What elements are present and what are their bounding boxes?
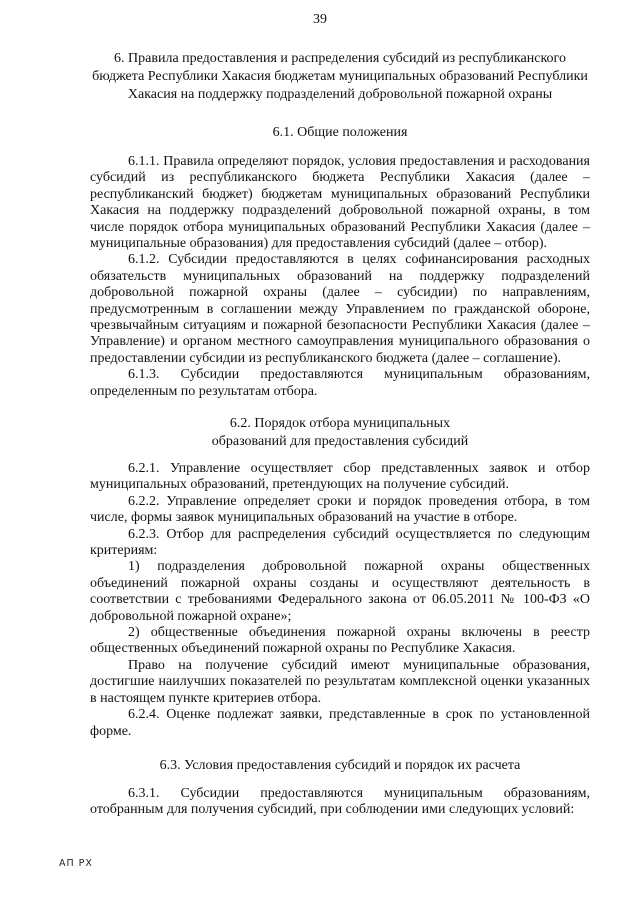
paragraph-6-2-1: 6.2.1. Управление осуществляет сбор представленных заявок и отбор муниципальных образований, претендующих на получение субсидий. xyxy=(90,461,590,493)
paragraph-6-1-2: 6.1.2. Субсидии предоставляются в целях софинансирования расходных обязательств муниципальных образований на поддержку подразделений добровольной пожарной охраны (далее – субсидии) по направлениям, предусмотренным в соглашении между Управлением по гражданской обороне, чрезвычайным ситуациям и пожарной безопасности Республики Хакасия (далее – Управление) и органом местного самоуправления муниципального образования о предоставлении субсидии из республиканского бюджета (далее – соглашение). xyxy=(90,252,590,366)
paragraph-6-1-1: 6.1.1. Правила определяют порядок, условия предоставления и расходования субсидий из республиканского бюджета Республики Хакасия (далее – республиканский бюджет) бюджетам муниципальных образований Республики Хакасия на поддержку подразделений добровольной пожарной охраны, в том числе порядок отбора муниципальных образований Республики Хакасия (далее – муниципальные образования) для предоставления субсидий (далее – отбор). xyxy=(90,154,590,252)
subsection-body-6-3 xyxy=(90,786,590,819)
subsection-heading-6-2-line2: образований для предоставления субсидий xyxy=(211,434,469,449)
subsection-heading-6-2-line1: 6.2. Порядок отбора муниципальных xyxy=(229,416,451,431)
subsection-heading-6-2 xyxy=(90,415,590,451)
subsection-heading-6-3: 6.3. Условия предоставления субсидий и порядок их расчета xyxy=(159,758,521,773)
right-to-subsidy-paragraph: Право на получение субсидий имеют муниципальные образования, достигшие наилучших показателей по результатам комплексной оценки указанных в настоящем пункте критериев отбора. xyxy=(90,657,590,706)
paragraph-6-2-2: 6.2.2. Управление определяет сроки и порядок проведения отбора, в том числе, формы заявок муниципальных образований на участие в отборе. xyxy=(90,493,590,526)
page-number: 39 xyxy=(313,12,327,27)
subsection-body-6-2 xyxy=(90,461,590,740)
subsection-body-6-1 xyxy=(90,154,590,400)
paragraph-6-3-1: 6.3.1. Субсидии предоставляются муниципальным образованиям, отобранным для получения субсидий, при соблюдении ими следующих условий: xyxy=(90,786,590,818)
footer-stamp-mark: АП РХ xyxy=(59,858,93,869)
paragraph-6-1-3: 6.1.3. Субсидии предоставляются муниципальным образованиям, определенным по результатам отбора. xyxy=(90,367,590,399)
criterion-2: 2) общественные объединения пожарной охраны включены в реестр общественных объединений пожарной охраны по Республике Хакасия. xyxy=(90,625,590,657)
paragraph-6-2-4: 6.2.4. Оценке подлежат заявки, представленные в срок по установленной форме. xyxy=(90,707,590,739)
section-title: 6. Правила предоставления и распределения субсидий из республиканского бюджета Республики Хакасия бюджетам муниципальных образований Республики Хакасия на поддержку подразделений добровольной пожарной охраны xyxy=(92,51,588,102)
criterion-1: 1) подразделения добровольной пожарной охраны общественных объединений пожарной охраны созданы и осуществляют деятельность в соответствии с требованиями Федерального закона от 06.05.2011 № 100-ФЗ «О добровольной пожарной охране»; xyxy=(90,559,590,624)
subsection-heading-6-1: 6.1. Общие положения xyxy=(272,125,408,140)
paragraph-6-2-3: 6.2.3. Отбор для распределения субсидий осуществляется по следующим критериям: xyxy=(90,526,590,559)
